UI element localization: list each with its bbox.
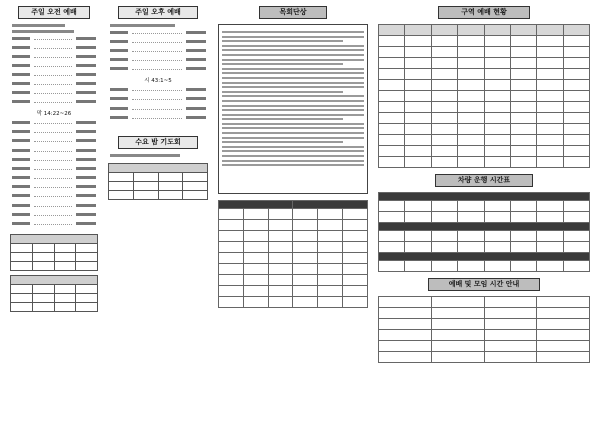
morning-duty-table	[10, 275, 98, 312]
meeting-times-title: 예배 및 모임 시간 안내	[428, 278, 540, 291]
morning-worship-panel	[10, 6, 98, 312]
order-line	[10, 54, 98, 61]
vehicle-schedule-table	[378, 192, 590, 272]
afternoon-order-list	[108, 30, 208, 73]
order-line	[10, 99, 98, 106]
afternoon-order-list-3	[108, 106, 208, 122]
offering-header-right	[293, 201, 368, 209]
afternoon-worship-panel	[108, 6, 208, 200]
order-line	[10, 36, 98, 43]
offering-table	[218, 200, 368, 308]
morning-order-list	[10, 36, 98, 106]
vehicle-schedule-title: 차량 운행 시간표	[435, 174, 533, 187]
pastor-column-title: 목회단상	[259, 6, 327, 19]
pastor-article-body	[222, 31, 364, 166]
morning-worship-title: 주일 오전 예배	[18, 6, 90, 19]
morning-bible-reference: 막 14:22~26	[36, 111, 72, 117]
district-worship-title: 구역 예배 현황	[438, 6, 530, 19]
meeting-times-table	[378, 296, 590, 363]
wednesday-table-title	[109, 164, 208, 173]
pastor-article	[218, 24, 368, 194]
footer-table-title	[11, 235, 98, 244]
offering-header-left	[219, 201, 293, 209]
wednesday-header-lines	[108, 154, 208, 157]
order-line	[10, 63, 98, 70]
afternoon-header-lines	[108, 24, 208, 27]
order-line	[10, 45, 98, 52]
district-worship-table	[378, 24, 590, 168]
morning-order-list-4	[10, 203, 98, 228]
morning-order-list-3	[10, 148, 98, 200]
morning-order-list-2	[10, 120, 98, 145]
pastor-panel	[218, 6, 368, 308]
afternoon-worship-title: 주일 오후 예배	[118, 6, 198, 19]
order-line	[10, 81, 98, 88]
afternoon-order-list-2	[108, 87, 208, 103]
wednesday-prayer-title: 수요 밤 기도회	[118, 136, 198, 149]
order-line	[10, 90, 98, 97]
morning-footer-table	[10, 234, 98, 271]
afternoon-verse: 시 43:1~5	[144, 78, 172, 84]
district-panel	[378, 6, 590, 363]
order-line	[10, 72, 98, 79]
wednesday-table	[108, 163, 208, 200]
morning-header-lines	[10, 24, 98, 33]
